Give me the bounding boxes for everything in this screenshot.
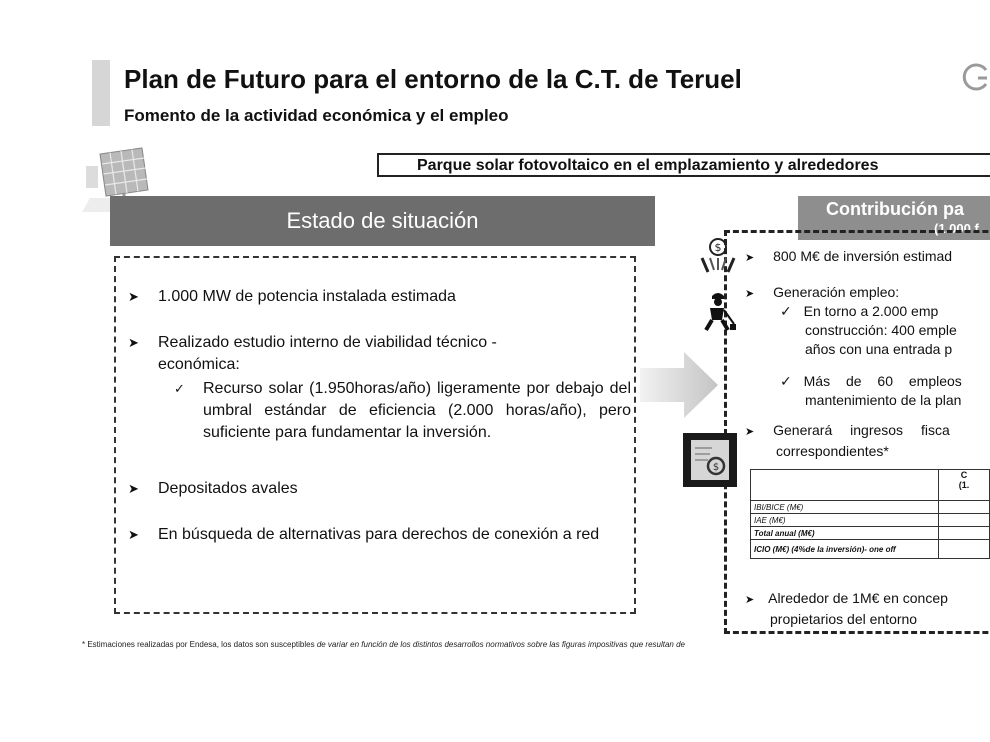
table-cell [939,501,990,514]
status-bullet-list [128,286,630,570]
employment-sub-maintenance-line1: Más de 60 empleos [803,373,962,389]
owners-row [745,589,948,629]
table-header-col2-line1: C [960,470,968,480]
employment-sub-construction-line1: En torno a 2.000 emp [803,303,939,319]
employment-sub-construction [780,302,957,359]
bullet-capacity-text: 1.000 MW de potencia instalada estimada [158,288,456,305]
title-accent-bar [92,60,110,126]
bullet-guarantees [128,478,630,500]
employment-sub-maintenance-line2: mantenimiento de la plan [805,392,962,408]
arrowhead-bullet-icon: ➤ [128,289,139,304]
table-cell [939,514,990,527]
table-header-col2-line2: (1. [958,480,970,490]
sub-bullet-solar-resource-text: Recurso solar (1.950horas/año) ligeramente por debajo del umbral estándar de eficiencia (2.000 horas/año), pero suficiente para fundamentar la inversión. [203,380,631,441]
company-logo-icon [960,62,990,92]
page-subtitle: Fomento de la actividad económica y el empleo [124,106,509,125]
construction-worker-icon [700,290,736,332]
employment-sub-construction-line2: construcción: 400 emple [805,322,957,338]
arrowhead-bullet-icon: ➤ [128,481,139,496]
table-cell [939,527,990,540]
table-cell: IBI/BICE (M€) [751,501,939,514]
arrow-right-icon [640,350,720,420]
check-mark-icon: ✓ [780,303,792,319]
table-row [751,527,990,540]
employment-row [745,283,899,304]
owners-text-line1: Alrededor de 1M€ en concep [768,590,948,606]
employment-sub-construction-line3: años con una entrada p [805,341,953,357]
bullet-guarantees-text: Depositados avales [158,480,298,497]
employment-sub-maintenance [780,372,962,410]
footnote [82,640,685,649]
fiscal-text-line2: correspondientes* [776,443,889,459]
table-header-row [751,470,990,501]
svg-text:$: $ [712,462,720,473]
tax-document-icon [682,432,738,488]
status-banner: Estado de situación [110,196,655,246]
arrowhead-bullet-icon: ➤ [745,288,755,300]
table-cell: IAE (M€) [751,514,939,527]
money-hands-icon [698,236,738,276]
table-row [751,501,990,514]
owners-text-line2: propietarios del entorno [770,611,918,627]
section-heading-box: Parque solar fotovoltaico en el emplazamiento y alrededores [377,153,990,177]
contribution-banner-title: Contribución pa [826,199,964,219]
table-row [751,540,990,559]
arrowhead-bullet-icon: ➤ [745,252,755,264]
bullet-feasibility [128,332,630,444]
bullet-grid-connection [128,524,630,546]
check-mark-icon: ✓ [174,381,185,396]
footnote-italic: de variar en función de los distintos desarrollos normativos sobre las figuras impositivas que resultan de [316,640,685,649]
table-cell [939,540,990,559]
table-cell: ICIO (M€) (4%de la inversión)- one off [751,540,939,559]
tax-table [750,469,990,559]
bullet-grid-connection-text: En búsqueda de alternativas para derechos de conexión a red [158,526,600,543]
contribution-banner-subtitle: (1.000 f [934,221,979,236]
employment-title: Generación empleo: [773,284,900,300]
fiscal-text-line1: Generará ingresos fisca [773,422,950,438]
table-row [751,514,990,527]
svg-text:$: $ [714,241,722,254]
page-title: Plan de Futuro para el entorno de la C.T. de Teruel [124,64,742,94]
fiscal-row [745,421,950,461]
bullet-feasibility-text: Realizado estudio interno de viabilidad técnico - económica: [158,334,497,373]
sub-bullet-solar-resource [158,378,631,444]
table-header-cell [939,470,990,501]
table-cell: Total anual (M€) [751,527,939,540]
arrowhead-bullet-icon: ➤ [745,426,755,438]
check-mark-icon: ✓ [780,373,792,389]
investment-row [745,247,952,268]
arrowhead-bullet-icon: ➤ [128,335,139,350]
bullet-capacity [128,286,630,308]
arrowhead-bullet-icon: ➤ [745,594,755,606]
table-header-cell [751,470,939,501]
arrowhead-bullet-icon: ➤ [128,527,139,542]
investment-text: 800 M€ de inversión estimad [773,248,953,264]
footnote-regular: * Estimaciones realizadas por Endesa, los datos son susceptibles [82,640,315,649]
